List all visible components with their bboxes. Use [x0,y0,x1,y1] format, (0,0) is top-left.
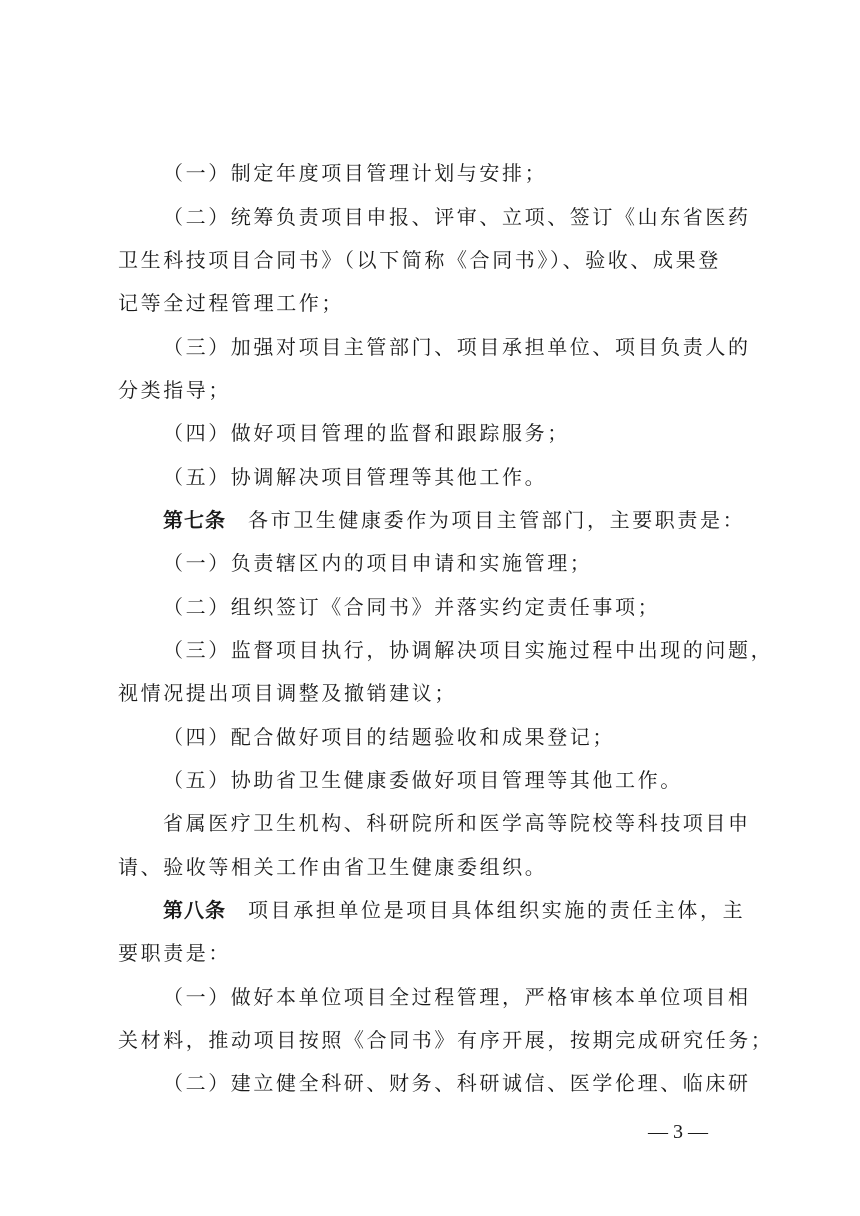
paragraph-line: （三）加强对项目主管部门、项目承担单位、项目负责人的 [163,335,751,359]
paragraph-line: （二）统筹负责项目申报、评审、立项、签订《山东省医药 [163,205,751,229]
paragraph-line: （一）做好本单位项目全过程管理，严格审核本单位项目相 [163,985,751,1009]
paragraph-line: 视情况提出项目调整及撤销建议； [118,681,457,705]
page-number: — 3 — [648,1121,708,1143]
paragraph-line: （一）制定年度项目管理计划与安排； [163,161,548,185]
paragraph-line: （三）监督项目执行，协调解决项目实施过程中出现的问题， [163,638,774,662]
paragraph-line: 请、验收等相关工作由省卫生健康委组织。 [118,855,548,879]
paragraph-line: 分类指导； [118,378,231,402]
paragraph-line: 要职责是： [118,941,231,965]
paragraph-line: （五）协助省卫生健康委做好项目管理等其他工作。 [163,768,683,792]
article-8-title: 第八条 [163,898,226,922]
paragraph-line: 卫生科技项目合同书》（以下简称《合同书》）、验收、成果登 [118,248,721,272]
article-8-line [163,895,745,925]
article-7-title: 第七条 [163,508,226,532]
paragraph-line: （四）配合做好项目的结题验收和成果登记； [163,725,615,749]
article-7-line [163,505,745,535]
article-8-text: 项目承担单位是项目具体组织实施的责任主体，主 [248,898,746,922]
paragraph-line: （四）做好项目管理的监督和跟踪服务； [163,421,570,445]
paragraph-line: （一）负责辖区内的项目申请和实施管理； [163,551,593,575]
paragraph-line: 记等全过程管理工作； [118,291,344,315]
paragraph-line: （二）组织签订《合同书》并落实约定责任事项； [163,595,661,619]
article-7-text: 各市卫生健康委作为项目主管部门，主要职责是： [248,508,746,532]
paragraph-line: （二）建立健全科研、财务、科研诚信、医学伦理、临床研 [163,1071,751,1095]
paragraph-line: （五）协调解决项目管理等其他工作。 [163,465,548,489]
paragraph-line: 省属医疗卫生机构、科研院所和医学高等院校等科技项目申 [163,811,751,835]
paragraph-line: 关材料，推动项目按照《合同书》有序开展，按期完成研究任务； [118,1028,774,1052]
